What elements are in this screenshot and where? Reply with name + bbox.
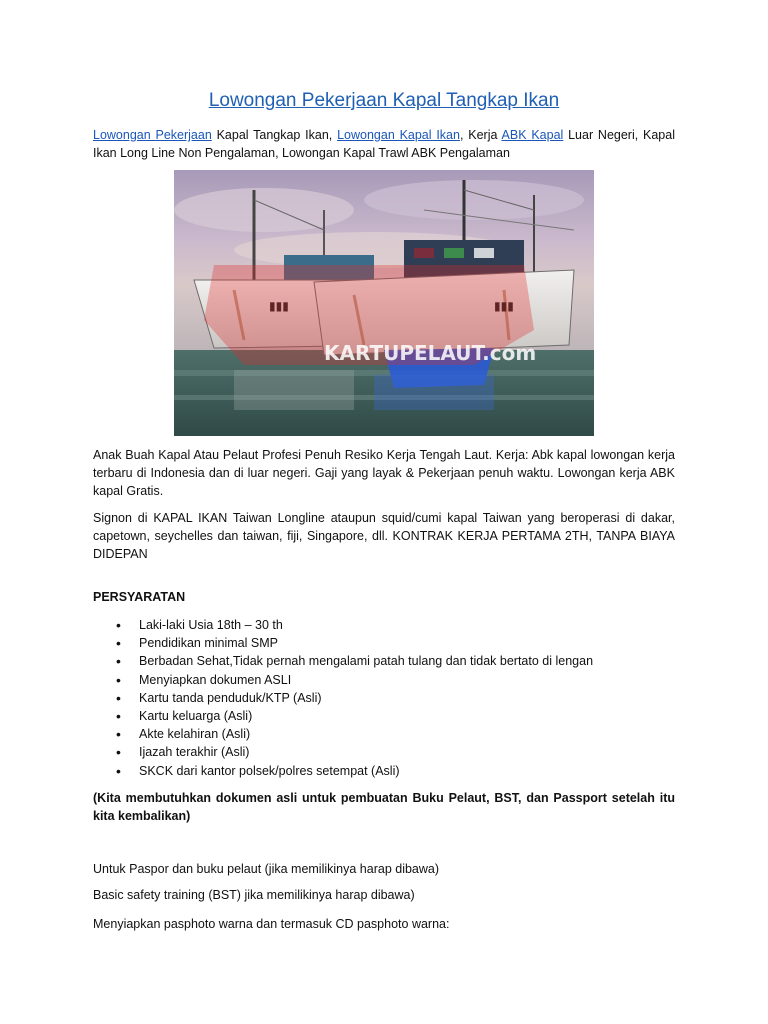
bullet-icon: • [116, 744, 121, 761]
bullet-icon: • [116, 726, 121, 743]
requirement-item [110, 634, 670, 652]
requirement-item [110, 707, 670, 725]
bullet-icon: • [116, 671, 121, 688]
link-lowongan-pekerjaan[interactable]: Lowongan Pekerjaan [93, 128, 212, 142]
bullet-icon: • [116, 689, 121, 706]
bst-line: Basic safety training (BST) jika memilikinya harap dibawa) [93, 888, 415, 902]
requirement-item [110, 652, 670, 670]
paragraph-abk: Anak Buah Kapal Atau Pelaut Profesi Penuh Resiko Kerja Tengah Laut. Kerja: Abk kapal lowongan kerja terbaru di Indonesia dan di luar negeri. Gaji yang layak & Pekerjaan penuh waktu. Lowongan kerja ABK kapal Gratis. [93, 448, 675, 498]
intro-paragraph [93, 126, 675, 162]
requirement-text: Menyiapkan dokumen ASLI [139, 672, 292, 687]
requirements-list [110, 616, 670, 780]
svg-text:▮▮▮: ▮▮▮ [494, 299, 514, 313]
requirement-text: SKCK dari kantor polsek/polres setempat (Asli) [139, 763, 400, 778]
svg-text:▮▮▮: ▮▮▮ [269, 299, 289, 313]
fishing-boat-photo [174, 170, 594, 436]
photo-watermark: KARTUPELAUT.com [324, 341, 537, 365]
page-title: Lowongan Pekerjaan Kapal Tangkap Ikan [208, 90, 560, 111]
requirement-text: Pendidikan minimal SMP [139, 636, 278, 651]
bullet-icon: • [116, 707, 121, 724]
paragraph-signon: Signon di KAPAL IKAN Taiwan Longline ataupun squid/cumi kapal Taiwan yang beroperasi di dakar, capetown, seychelles dan taiwan, fiji, Singapore, dll. KONTRAK KERJA PERTAMA 2TH, TANPA BIAYA DIDEPAN [93, 511, 675, 561]
requirement-item [110, 762, 670, 780]
requirement-item [110, 725, 670, 743]
intro-text-3: Luar Negeri, Kapal Ikan Long Line Non Pengalaman, Lowongan Kapal Trawl ABK Pengalaman [93, 128, 675, 160]
requirement-text: Akte kelahiran (Asli) [139, 727, 251, 742]
requirement-text: Kartu tanda penduduk/KTP (Asli) [139, 690, 322, 705]
link-lowongan-kapal-ikan[interactable]: Lowongan Kapal Ikan [337, 128, 460, 142]
requirement-text: Kartu keluarga (Asli) [139, 708, 253, 723]
bullet-icon: • [116, 617, 121, 633]
requirement-text: Laki-laki Usia 18th – 30 th [139, 618, 283, 632]
bullet-icon: • [116, 635, 121, 652]
documents-note: (Kita membutuhkan dokumen asli untuk pembuatan Buku Pelaut, BST, dan Passport setelah itu kita kembalikan) [93, 791, 675, 823]
requirement-item [110, 671, 670, 689]
requirement-item [110, 616, 670, 634]
passport-line: Untuk Paspor dan buku pelaut (jika memilikinya harap dibawa) [93, 862, 440, 876]
bullet-icon: • [116, 653, 121, 670]
link-abk-kapal[interactable]: ABK Kapal [501, 128, 564, 142]
intro-text-1: Kapal Tangkap Ikan, [211, 128, 338, 142]
requirement-item [110, 743, 670, 761]
bullet-icon: • [116, 762, 121, 779]
intro-text-2: , Kerja [459, 128, 502, 142]
pasphoto-line: Menyiapkan pasphoto warna dan termasuk CD pasphoto warna: [93, 917, 450, 931]
requirements-heading: PERSYARATAN [93, 590, 186, 604]
requirement-text: Berbadan Sehat,Tidak pernah mengalami patah tulang dan tidak bertato di lengan [139, 654, 594, 669]
requirement-item [110, 689, 670, 707]
requirement-text: Ijazah terakhir (Asli) [139, 745, 250, 760]
